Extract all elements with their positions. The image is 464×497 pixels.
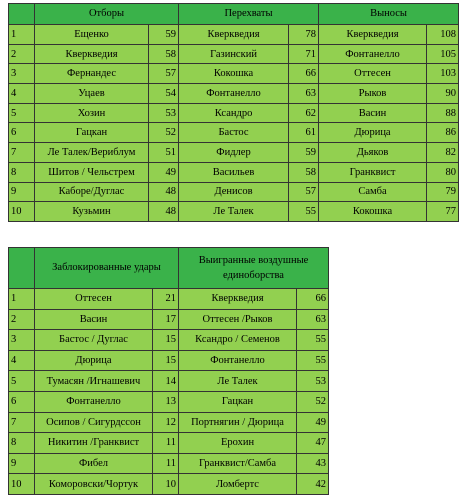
player-cell: Бастос / Дуглас	[35, 330, 153, 351]
player-cell: Фонтанелло	[179, 84, 289, 104]
table-row	[9, 350, 329, 371]
value-cell: 57	[149, 64, 179, 84]
table-row	[9, 84, 459, 104]
player-cell: Оттесен	[319, 64, 427, 84]
rank-cell: 4	[9, 350, 35, 371]
value-cell: 55	[297, 350, 329, 371]
player-cell: Хозин	[35, 103, 149, 123]
table-row	[9, 143, 459, 163]
value-cell: 66	[289, 64, 319, 84]
value-cell: 58	[289, 162, 319, 182]
value-cell: 54	[149, 84, 179, 104]
rank-cell: 10	[9, 202, 35, 222]
player-cell: Ле Талек/Вериблум	[35, 143, 149, 163]
player-cell: Фернандес	[35, 64, 149, 84]
player-cell: Ксандро / Семенов	[179, 330, 297, 351]
value-cell: 10	[153, 474, 179, 495]
player-cell: Кверкведия	[319, 25, 427, 45]
player-cell: Портнягин / Дюрица	[179, 412, 297, 433]
player-cell: Фидлер	[179, 143, 289, 163]
rank-cell: 1	[9, 289, 35, 310]
value-cell: 82	[427, 143, 459, 163]
table-row	[9, 202, 459, 222]
player-cell: Осипов / Сигурдссон	[35, 412, 153, 433]
player-cell: Васин	[35, 309, 153, 330]
value-cell: 77	[427, 202, 459, 222]
value-cell: 49	[297, 412, 329, 433]
value-cell: 88	[427, 103, 459, 123]
value-cell: 86	[427, 123, 459, 143]
rank-cell: 9	[9, 453, 35, 474]
rank-cell: 10	[9, 474, 35, 495]
rank-cell: 1	[9, 25, 35, 45]
value-cell: 66	[297, 289, 329, 310]
value-cell: 17	[153, 309, 179, 330]
player-cell: Кокошка	[179, 64, 289, 84]
table-row	[9, 309, 329, 330]
player-cell: Тумасян /Игнашевич	[35, 371, 153, 392]
player-cell: Кокошка	[319, 202, 427, 222]
player-cell: Дьяков	[319, 143, 427, 163]
header-cell	[9, 4, 35, 25]
player-cell: Бастос	[179, 123, 289, 143]
table-row	[9, 371, 329, 392]
player-cell: Гранквист	[319, 162, 427, 182]
rank-cell: 6	[9, 391, 35, 412]
player-cell: Кверкведия	[179, 25, 289, 45]
value-cell: 78	[289, 25, 319, 45]
value-cell: 47	[297, 433, 329, 454]
table-header-row	[9, 248, 329, 289]
value-cell: 15	[153, 330, 179, 351]
value-cell: 52	[297, 391, 329, 412]
player-cell: Уцаев	[35, 84, 149, 104]
player-cell: Фонтанелло	[319, 44, 427, 64]
table-row	[9, 289, 329, 310]
player-cell: Ле Талек	[179, 371, 297, 392]
rank-cell: 2	[9, 309, 35, 330]
value-cell: 14	[153, 371, 179, 392]
table-row	[9, 330, 329, 351]
rank-cell: 3	[9, 64, 35, 84]
player-cell: Гацкан	[179, 391, 297, 412]
player-cell: Денисов	[179, 182, 289, 202]
table-row	[9, 64, 459, 84]
rank-cell: 7	[9, 143, 35, 163]
player-cell: Фонтанелло	[35, 391, 153, 412]
header-aerial-duels: Выигранные воздушные единоборства	[179, 248, 329, 289]
stats-table-1	[8, 3, 459, 222]
value-cell: 57	[289, 182, 319, 202]
header-tackles: Отборы	[35, 4, 179, 25]
value-cell: 21	[153, 289, 179, 310]
table-header-row	[9, 4, 459, 25]
player-cell: Гранквист/Самба	[179, 453, 297, 474]
stats-table-2	[8, 247, 329, 495]
value-cell: 79	[427, 182, 459, 202]
player-cell: Никитин /Гранквист	[35, 433, 153, 454]
value-cell: 43	[297, 453, 329, 474]
table-row	[9, 453, 329, 474]
rank-cell: 7	[9, 412, 35, 433]
player-cell: Кверкведия	[35, 44, 149, 64]
table-row	[9, 474, 329, 495]
rank-cell: 2	[9, 44, 35, 64]
value-cell: 12	[153, 412, 179, 433]
player-cell: Оттесен /Рыков	[179, 309, 297, 330]
value-cell: 55	[297, 330, 329, 351]
header-cell	[9, 248, 35, 289]
player-cell: Васин	[319, 103, 427, 123]
player-cell: Ксандро	[179, 103, 289, 123]
player-cell: Газинский	[179, 44, 289, 64]
player-cell: Фибел	[35, 453, 153, 474]
value-cell: 42	[297, 474, 329, 495]
value-cell: 61	[289, 123, 319, 143]
value-cell: 63	[297, 309, 329, 330]
value-cell: 105	[427, 44, 459, 64]
value-cell: 11	[153, 453, 179, 474]
value-cell: 55	[289, 202, 319, 222]
value-cell: 11	[153, 433, 179, 454]
player-cell: Самба	[319, 182, 427, 202]
table-row	[9, 182, 459, 202]
table-row	[9, 44, 459, 64]
player-cell: Шитов / Чельстрем	[35, 162, 149, 182]
value-cell: 71	[289, 44, 319, 64]
table-row	[9, 433, 329, 454]
player-cell: Кузьмин	[35, 202, 149, 222]
player-cell: Дюрица	[35, 350, 153, 371]
player-cell: Ломбертс	[179, 474, 297, 495]
value-cell: 108	[427, 25, 459, 45]
value-cell: 48	[149, 182, 179, 202]
value-cell: 51	[149, 143, 179, 163]
rank-cell: 3	[9, 330, 35, 351]
player-cell: Фонтанелло	[179, 350, 297, 371]
value-cell: 52	[149, 123, 179, 143]
value-cell: 13	[153, 391, 179, 412]
rank-cell: 5	[9, 371, 35, 392]
player-cell: Дюрица	[319, 123, 427, 143]
value-cell: 48	[149, 202, 179, 222]
player-cell: Ещенко	[35, 25, 149, 45]
header-blocked-shots: Заблокированные удары	[35, 248, 179, 289]
table-row	[9, 25, 459, 45]
table-row	[9, 123, 459, 143]
table-row	[9, 412, 329, 433]
player-cell: Комоpовски/Чоpтук	[35, 474, 153, 495]
value-cell: 59	[149, 25, 179, 45]
player-cell: Каборе/Дуглас	[35, 182, 149, 202]
player-cell: Васильев	[179, 162, 289, 182]
value-cell: 53	[149, 103, 179, 123]
value-cell: 103	[427, 64, 459, 84]
rank-cell: 8	[9, 433, 35, 454]
value-cell: 58	[149, 44, 179, 64]
value-cell: 90	[427, 84, 459, 104]
player-cell: Оттесен	[35, 289, 153, 310]
rank-cell: 4	[9, 84, 35, 104]
player-cell: Кверкведия	[179, 289, 297, 310]
table-row	[9, 162, 459, 182]
rank-cell: 8	[9, 162, 35, 182]
rank-cell: 9	[9, 182, 35, 202]
header-clearances: Выносы	[319, 4, 459, 25]
header-interceptions: Перехваты	[179, 4, 319, 25]
table-row	[9, 103, 459, 123]
rank-cell: 6	[9, 123, 35, 143]
value-cell: 15	[153, 350, 179, 371]
value-cell: 80	[427, 162, 459, 182]
player-cell: Гацкан	[35, 123, 149, 143]
table-row	[9, 391, 329, 412]
value-cell: 63	[289, 84, 319, 104]
player-cell: Ерохин	[179, 433, 297, 454]
value-cell: 62	[289, 103, 319, 123]
value-cell: 49	[149, 162, 179, 182]
value-cell: 59	[289, 143, 319, 163]
value-cell: 53	[297, 371, 329, 392]
player-cell: Рыков	[319, 84, 427, 104]
rank-cell: 5	[9, 103, 35, 123]
player-cell: Ле Талек	[179, 202, 289, 222]
